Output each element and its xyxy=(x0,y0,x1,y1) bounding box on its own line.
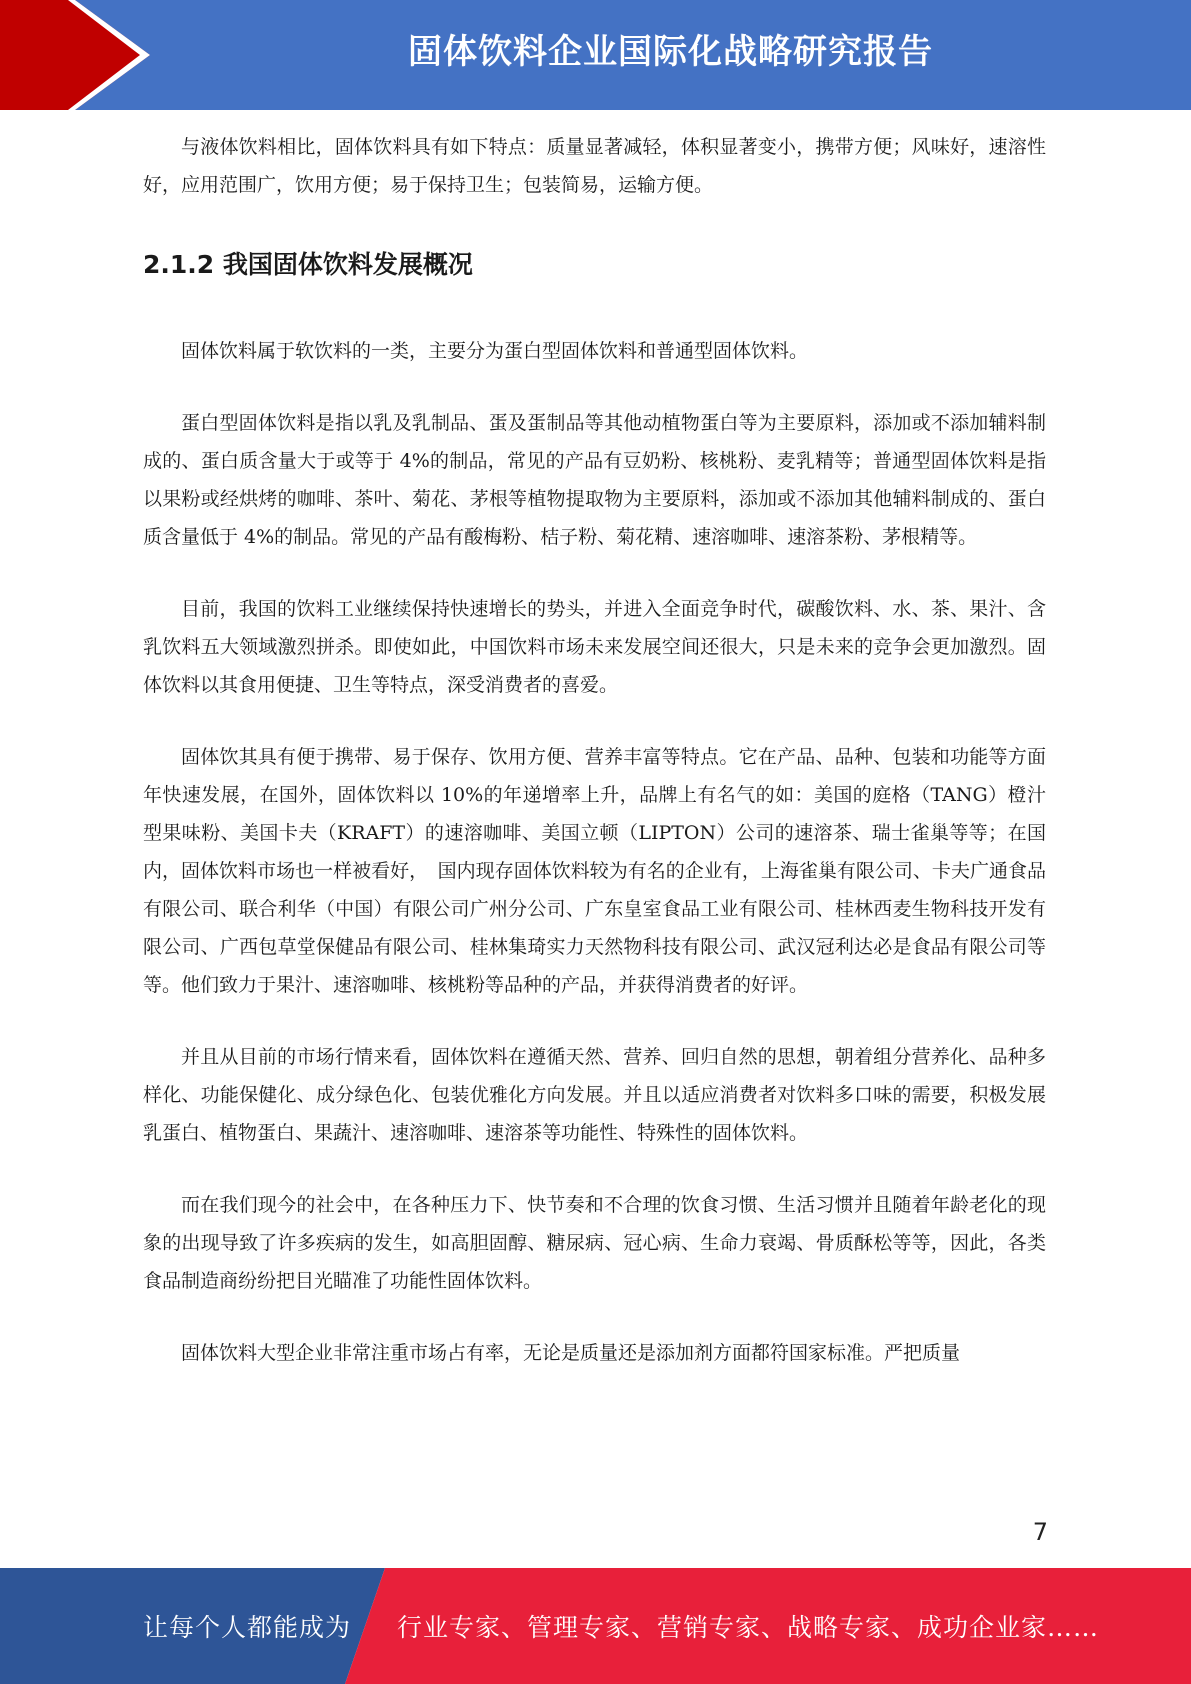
footer-slogan-left: 让每个人都能成为 xyxy=(143,1613,352,1642)
paragraph: 蛋白型固体饮料是指以乳及乳制品、蛋及蛋制品等其他动植物蛋白等为主要原料，添加或不添加辅料制成的、蛋白质含量大于或等于 4%的制品，常见的产品有豆奶粉、核桃粉、麦乳精等；普通型固体饮料是指以果粉或经烘烤的咖啡、茶叶、菊花、茅根等植物提取物为主要原料，添加或不添加其他辅料制成的、蛋白质含量低于 4%的制品。常见的产品有酸梅粉、桔子粉、菊花精、速溶咖啡、速溶茶粉、茅根精等。 xyxy=(143,412,1046,548)
paragraph: 固体饮料属于软饮料的一类，主要分为蛋白型固体饮料和普通型固体饮料。 xyxy=(181,340,809,362)
page-number: 7 xyxy=(1032,1518,1048,1546)
paragraph: 与液体饮料相比，固体饮料具有如下特点：质量显著减轻，体积显著变小，携带方便；风味好，速溶性好，应用范围广，饮用方便；易于保持卫生；包装简易，运输方便。 xyxy=(143,136,1046,196)
paragraph: 而在我们现今的社会中，在各种压力下、快节奏和不合理的饮食习惯、生活习惯并且随着年龄老化的现象的出现导致了许多疾病的发生，如高胆固醇、糖尿病、冠心病、生命力衰竭、骨质酥松等等，因此，各类食品制造商纷纷把目光瞄准了功能性固体饮料。 xyxy=(143,1194,1046,1292)
paragraph: 目前，我国的饮料工业继续保持快速增长的势头，并进入全面竞争时代，碳酸饮料、水、茶、果汁、含乳饮料五大领域激烈拼杀。即使如此，中国饮料市场未来发展空间还很大，只是未来的竞争会更加激烈。固体饮料以其食用便捷、卫生等特点，深受消费者的喜爱。 xyxy=(143,598,1046,696)
header-title: 固体饮料企业国际化战略研究报告 xyxy=(408,32,933,72)
document-body xyxy=(143,128,1046,1406)
paragraph: 固体饮料大型企业非常注重市场占有率，无论是质量还是添加剂方面都符国家标准。严把质量 xyxy=(181,1342,961,1364)
paragraph: 并且从目前的市场行情来看，固体饮料在遵循天然、营养、回归自然的思想，朝着组分营养化、品种多样化、功能保健化、成分绿色化、包装优雅化方向发展。并且以适应消费者对饮料多口味的需要，积极发展乳蛋白、植物蛋白、果蔬汁、速溶咖啡、速溶茶等功能性、特殊性的固体饮料。 xyxy=(143,1046,1046,1144)
page-footer xyxy=(0,1568,1191,1684)
page-header xyxy=(0,0,1191,110)
footer-slogan-right: 行业专家、管理专家、营销专家、战略专家、成功企业家…… xyxy=(397,1613,1100,1642)
paragraph: 固体饮其具有便于携带、易于保存、饮用方便、营养丰富等特点。它在产品、品种、包装和功能等方面年快速发展，在国外，固体饮料以 10%的年递增率上升，品牌上有名气的如：美国的庭格（TANG）橙汁型果味粉、美国卡夫（KRAFT）的速溶咖啡、美国立顿（LIPTON）公司的速溶茶、瑞士雀巢等等；在国内，固体饮料市场也一样被看好， 国内现存固体饮料较为有名的企业有，上海雀巢有限公司、卡夫广通食品有限公司、联合利华（中国）有限公司广州分公司、广东皇室食品工业有限公司、桂林西麦生物科技开发有限公司、广西包草堂保健品有限公司、桂林集琦实力天然物科技有限公司、武汉冠利达必是食品有限公司等等。他们致力于果汁、速溶咖啡、核桃粉等品种的产品，并获得消费者的好评。 xyxy=(143,746,1046,996)
section-heading: 2.1.2 我国固体饮料发展概况 xyxy=(143,250,473,279)
